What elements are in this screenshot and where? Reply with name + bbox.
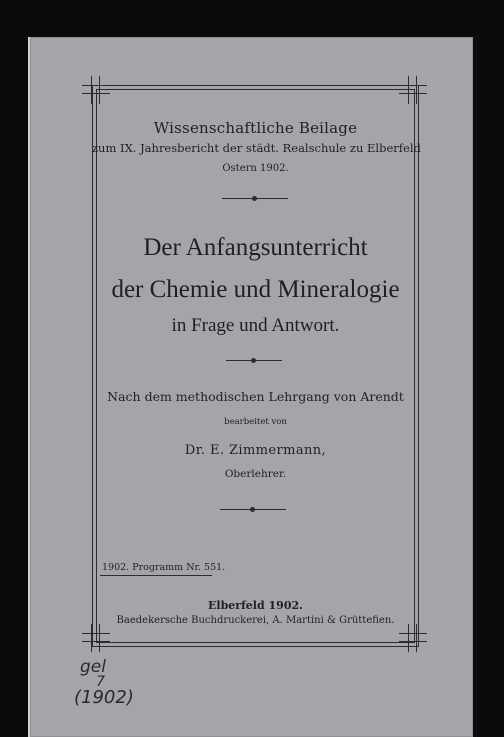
title-line-1: Der Anfangsunterricht	[143, 234, 368, 261]
corner-ornament-top-right	[399, 76, 427, 104]
handwritten-shelf-mark-1: gel	[80, 657, 106, 677]
divider-ornament-bottom	[220, 504, 286, 514]
corner-ornament-bottom-left	[82, 624, 110, 652]
divider-ornament-top	[222, 193, 288, 203]
publication-date: Ostern 1902.	[222, 163, 289, 174]
handwritten-shelf-mark-3: (1902)	[74, 687, 134, 708]
program-number: 1902. Programm Nr. 551.	[102, 562, 226, 573]
handwritten-shelf-mark-2: 7	[96, 674, 105, 690]
title-line-3: in Frage und Antwort.	[171, 315, 340, 336]
place-year: Elberfeld 1902.	[208, 599, 303, 612]
program-number-rule	[100, 575, 212, 576]
edited-by-label: bearbeitet von	[224, 417, 287, 427]
author-name: Dr. E. Zimmermann,	[184, 443, 327, 458]
method-line: Nach dem methodischen Lehrgang von Arendt	[107, 389, 404, 404]
divider-ornament-middle	[226, 355, 282, 365]
author-role: Oberlehrer.	[224, 468, 287, 480]
printer-line: Baedekersche Buchdruckerei, A. Martini & Grüttefien.	[116, 615, 395, 626]
corner-ornament-top-left	[82, 76, 110, 104]
supplement-subtitle: zum IX. Jahresbericht der städt. Realschule zu Elberfeld	[92, 141, 421, 155]
title-line-2: der Chemie und Mineralogie	[111, 276, 400, 303]
supplement-title: Wissenschaftliche Beilage	[153, 119, 358, 137]
corner-ornament-bottom-right	[399, 624, 427, 652]
